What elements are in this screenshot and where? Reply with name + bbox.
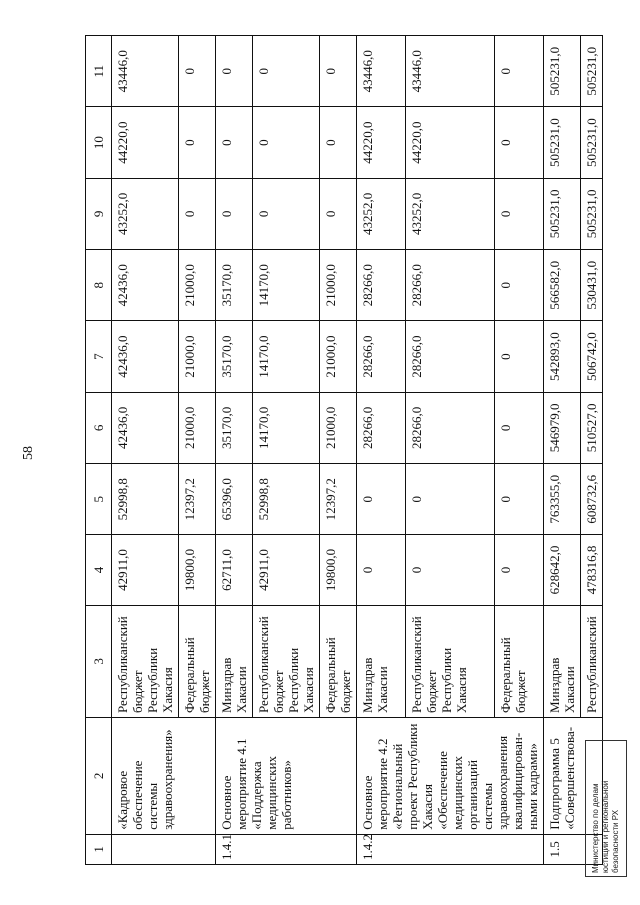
value-cell: 0 [406, 535, 495, 605]
column-header: 9 [86, 178, 112, 249]
value-cell: 530431,0 [581, 250, 603, 321]
value-cell: 62711,0 [216, 535, 253, 605]
column-header: 3 [86, 605, 112, 717]
column-header: 10 [86, 107, 112, 178]
value-cell: 19800,0 [320, 535, 357, 605]
stamp-line: юстиции и региональной [601, 780, 610, 873]
value-cell: 0 [494, 107, 543, 178]
column-header: 1 [86, 834, 112, 864]
value-cell: 0 [216, 36, 253, 107]
value-cell: 43252,0 [406, 178, 495, 249]
value-cell: 0 [357, 535, 406, 605]
value-cell: 14170,0 [253, 250, 320, 321]
row-number-cell [112, 834, 216, 864]
funding-source-cell: Республиканский [581, 605, 603, 717]
stamp-line: Министерство по делам [591, 783, 600, 873]
value-cell: 0 [494, 535, 543, 605]
value-cell: 44220,0 [112, 107, 179, 178]
column-header: 11 [86, 36, 112, 107]
value-cell: 0 [406, 464, 495, 535]
program-name-cell: Основное мероприятие 4.2 «Региональный проект Республики Хакасия «Обеспечение медицинских организаций системы здравоохранения квалифицирован-ными кадрами» [357, 718, 544, 835]
value-cell: 505231,0 [544, 178, 581, 249]
value-cell: 42911,0 [112, 535, 179, 605]
budget-table [85, 35, 603, 865]
value-cell: 43252,0 [357, 178, 406, 249]
value-cell: 28266,0 [357, 250, 406, 321]
value-cell: 44220,0 [406, 107, 495, 178]
page-number: 58 [21, 446, 36, 460]
value-cell: 43446,0 [406, 36, 495, 107]
value-cell: 21000,0 [320, 250, 357, 321]
value-cell: 0 [494, 36, 543, 107]
value-cell: 505231,0 [581, 36, 603, 107]
value-cell: 478316,8 [581, 535, 603, 605]
value-cell: 52998,8 [112, 464, 179, 535]
value-cell: 0 [320, 36, 357, 107]
value-cell: 21000,0 [320, 321, 357, 392]
table-row [112, 36, 179, 865]
column-header: 6 [86, 392, 112, 463]
table-row [216, 36, 253, 865]
value-cell: 44220,0 [357, 107, 406, 178]
value-cell: 505231,0 [581, 107, 603, 178]
funding-source-cell: Республиканский бюджет Республики Хакасия [406, 605, 495, 717]
value-cell: 12397,2 [320, 464, 357, 535]
value-cell: 0 [216, 107, 253, 178]
value-cell: 42436,0 [112, 392, 179, 463]
value-cell: 763355,0 [544, 464, 581, 535]
table-row [357, 36, 406, 865]
funding-source-cell: Республиканский бюджет Республики Хакасия [112, 605, 179, 717]
value-cell: 21000,0 [179, 321, 216, 392]
value-cell: 0 [253, 36, 320, 107]
value-cell: 0 [320, 178, 357, 249]
value-cell: 21000,0 [179, 392, 216, 463]
value-cell: 42436,0 [112, 250, 179, 321]
value-cell: 0 [179, 107, 216, 178]
value-cell: 0 [357, 464, 406, 535]
program-name-cell: Основное мероприятие 4.1 «Поддержка медицинских работников» [216, 718, 357, 835]
value-cell: 28266,0 [406, 250, 495, 321]
column-header: 5 [86, 464, 112, 535]
table-row [544, 36, 581, 865]
value-cell: 0 [494, 392, 543, 463]
value-cell: 21000,0 [320, 392, 357, 463]
program-name-cell: «Кадровое обеспечение системы здравоохранения» [112, 718, 216, 835]
ministry-stamp [585, 740, 627, 877]
funding-source-cell: Республиканский бюджет Республики Хакасия [253, 605, 320, 717]
value-cell: 14170,0 [253, 392, 320, 463]
value-cell: 65396,0 [216, 464, 253, 535]
value-cell: 0 [494, 250, 543, 321]
column-header: 2 [86, 718, 112, 835]
value-cell: 43446,0 [357, 36, 406, 107]
value-cell: 506742,0 [581, 321, 603, 392]
value-cell: 0 [494, 321, 543, 392]
value-cell: 0 [253, 107, 320, 178]
value-cell: 510527,0 [581, 392, 603, 463]
funding-source-cell: Федеральный бюджет [494, 605, 543, 717]
funding-source-cell: Федеральный бюджет [320, 605, 357, 717]
value-cell: 21000,0 [179, 250, 216, 321]
stamp-line: безопасности РХ [611, 809, 620, 873]
value-cell: 0 [253, 178, 320, 249]
value-cell: 0 [179, 178, 216, 249]
header-row [86, 36, 112, 865]
value-cell: 0 [494, 464, 543, 535]
funding-source-cell: Минздрав Хакасии [544, 605, 581, 717]
value-cell: 42436,0 [112, 321, 179, 392]
row-number-cell: 1.4.2 [357, 834, 544, 864]
value-cell: 608732,6 [581, 464, 603, 535]
value-cell: 0 [179, 36, 216, 107]
column-header: 4 [86, 535, 112, 605]
value-cell: 505231,0 [544, 36, 581, 107]
value-cell: 28266,0 [357, 321, 406, 392]
program-name-cell: Подпрограмма 5 «Совершенствова- [544, 718, 603, 835]
value-cell: 35170,0 [216, 321, 253, 392]
value-cell: 42911,0 [253, 535, 320, 605]
value-cell: 0 [216, 178, 253, 249]
funding-source-cell: Минздрав Хакасии [357, 605, 406, 717]
value-cell: 505231,0 [581, 178, 603, 249]
value-cell: 12397,2 [179, 464, 216, 535]
row-number-cell: 1.4.1 [216, 834, 357, 864]
value-cell: 35170,0 [216, 250, 253, 321]
value-cell: 566582,0 [544, 250, 581, 321]
value-cell: 14170,0 [253, 321, 320, 392]
value-cell: 542893,0 [544, 321, 581, 392]
value-cell: 35170,0 [216, 392, 253, 463]
value-cell: 19800,0 [179, 535, 216, 605]
value-cell: 0 [494, 178, 543, 249]
value-cell: 43446,0 [112, 36, 179, 107]
value-cell: 28266,0 [406, 392, 495, 463]
value-cell: 28266,0 [357, 392, 406, 463]
value-cell: 28266,0 [406, 321, 495, 392]
funding-source-cell: Федеральный бюджет [179, 605, 216, 717]
value-cell: 546979,0 [544, 392, 581, 463]
value-cell: 0 [320, 107, 357, 178]
value-cell: 505231,0 [544, 107, 581, 178]
column-header: 7 [86, 321, 112, 392]
value-cell: 43252,0 [112, 178, 179, 249]
value-cell: 628642,0 [544, 535, 581, 605]
value-cell: 52998,8 [253, 464, 320, 535]
row-number-cell: 1.5 [544, 834, 603, 864]
stamp-text [591, 745, 621, 873]
column-header: 8 [86, 250, 112, 321]
funding-source-cell: Минздрав Хакасии [216, 605, 253, 717]
